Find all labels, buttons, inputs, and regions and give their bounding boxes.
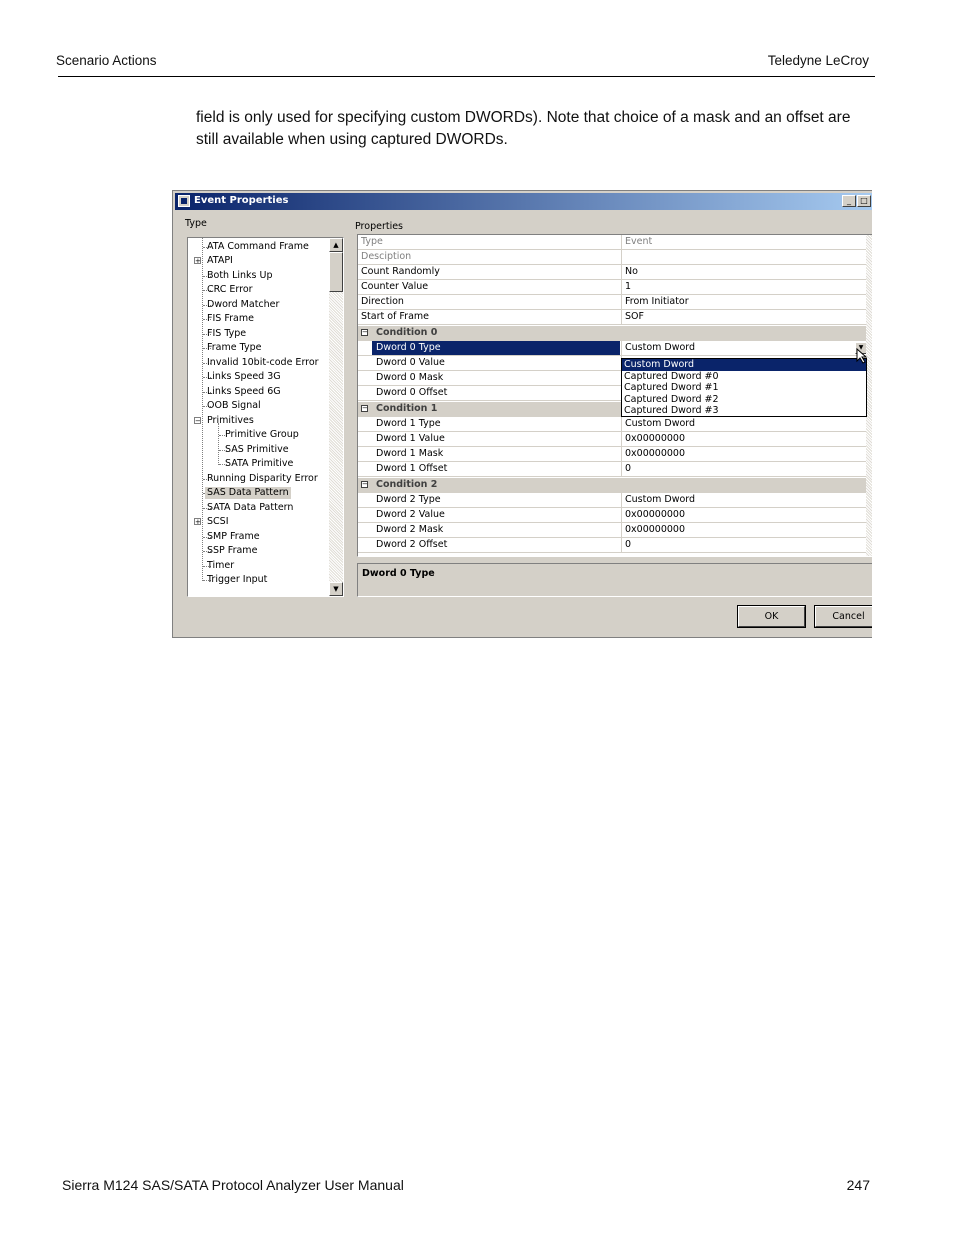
dropdown-option-captured-dword-0[interactable]: Captured Dword #0: [624, 370, 719, 382]
dropdown-option-captured-dword-1[interactable]: Captured Dword #1: [624, 382, 719, 393]
grid-row-value[interactable]: Custom Dword: [621, 493, 865, 507]
tree-item-ata-command-frame[interactable]: ATA Command Frame: [207, 241, 309, 252]
grid-row-value[interactable]: Custom Dword: [621, 417, 865, 431]
grid-row-value[interactable]: 0x00000000: [621, 432, 865, 446]
grid-row-value[interactable]: 0: [621, 462, 865, 476]
grid-row[interactable]: [358, 447, 866, 462]
collapse-icon[interactable]: −: [362, 404, 368, 412]
footer-manual-title: Sierra M124 SAS/SATA Protocol Analyzer User Manual: [62, 1177, 404, 1193]
scroll-down-arrow-icon[interactable]: ▼: [329, 582, 343, 596]
grid-row-name: Type: [361, 236, 383, 247]
tree-item-ssp-frame[interactable]: SSP Frame: [207, 545, 258, 556]
grid-row-value[interactable]: No: [621, 265, 865, 279]
tree-item-fis-frame[interactable]: FIS Frame: [207, 313, 254, 324]
grid-row-name: Dword 1 Offset: [376, 463, 448, 474]
property-description-panel: [357, 563, 872, 597]
properties-label: Properties: [355, 221, 404, 232]
grid-row-value: Event: [621, 235, 865, 249]
grid-row[interactable]: [358, 235, 866, 250]
tree-item-dword-matcher[interactable]: Dword Matcher: [207, 299, 280, 310]
page-number: 247: [846, 1177, 870, 1193]
category-label: Condition 2: [376, 479, 438, 490]
grid-row-name: Dword 0 Offset: [376, 387, 448, 398]
dropdown-option-captured-dword-2[interactable]: Captured Dword #2: [624, 393, 719, 405]
header-section-title: Scenario Actions: [56, 53, 157, 68]
grid-category-row[interactable]: [358, 326, 866, 341]
grid-row-name: Count Randomly: [361, 266, 440, 277]
tree-item-links-speed-6g[interactable]: Links Speed 6G: [207, 386, 281, 397]
expand-icon[interactable]: +: [195, 518, 201, 526]
grid-row[interactable]: [358, 493, 866, 508]
grid-row[interactable]: [358, 508, 866, 523]
expand-icon[interactable]: +: [195, 257, 201, 265]
dropdown-option-custom-dword[interactable]: Custom Dword: [622, 359, 866, 371]
grid-row-value[interactable]: 0x00000000: [621, 508, 865, 522]
grid-row-name: Dword 2 Mask: [376, 524, 444, 535]
collapse-icon[interactable]: −: [195, 417, 201, 425]
header-rule: [58, 76, 875, 77]
grid-row[interactable]: [358, 280, 866, 295]
tree-item-atapi[interactable]: ATAPI: [207, 255, 233, 266]
tree-item-crc-error[interactable]: CRC Error: [207, 284, 253, 295]
grid-row-name: Dword 2 Value: [376, 509, 445, 520]
tree-item-timer[interactable]: Timer: [207, 560, 235, 571]
body-paragraph: field is only used for specifying custom DWORDs). Note that choice of a mask and an offset are still available when using captured DWORDs.: [196, 109, 851, 148]
grid-row-name: Start of Frame: [361, 311, 430, 322]
grid-row[interactable]: [358, 250, 866, 265]
grid-category-row[interactable]: [358, 478, 866, 493]
grid-row-name: Dword 0 Mask: [376, 372, 444, 383]
grid-row-name: Dword 2 Type: [376, 494, 441, 505]
category-label: Condition 0: [376, 327, 438, 338]
grid-row[interactable]: [358, 538, 866, 553]
grid-row-value[interactable]: Custom Dword: [621, 341, 865, 355]
dword-type-dropdown-list[interactable]: [621, 358, 867, 417]
tree-item-sas-data-pattern[interactable]: SAS Data Pattern: [207, 487, 289, 498]
tree-item-smp-frame[interactable]: SMP Frame: [207, 531, 260, 542]
grid-row-selected[interactable]: [358, 341, 866, 356]
tree-scroll-thumb[interactable]: [329, 252, 343, 292]
grid-row[interactable]: [358, 295, 866, 310]
grid-row[interactable]: [358, 432, 866, 447]
minimize-button[interactable]: _: [842, 195, 856, 207]
grid-row-name: Dword 0 Value: [376, 357, 445, 368]
scroll-up-arrow-icon[interactable]: ▲: [329, 238, 343, 252]
grid-row-name: Dword 1 Type: [376, 418, 441, 429]
tree-item-oob-signal[interactable]: OOB Signal: [207, 400, 261, 411]
tree-item-frame-type[interactable]: Frame Type: [207, 342, 262, 353]
grid-row-value[interactable]: 0x00000000: [621, 447, 865, 461]
category-label: Condition 1: [376, 403, 438, 414]
type-tree[interactable]: [187, 237, 344, 597]
tree-item-links-speed-3g[interactable]: Links Speed 3G: [207, 371, 281, 382]
grid-row[interactable]: [358, 265, 866, 280]
cancel-button[interactable]: Cancel: [815, 606, 872, 627]
window-icon: [178, 195, 190, 207]
grid-row-value[interactable]: [621, 250, 865, 264]
grid-row-name: Direction: [361, 296, 404, 307]
grid-row-value[interactable]: 0x00000000: [621, 523, 865, 537]
dialog-title: Event Properties: [194, 195, 289, 206]
dropdown-arrow-icon[interactable]: ▼: [855, 342, 867, 354]
grid-row-value[interactable]: SOF: [621, 310, 865, 324]
tree-item-both-links-up[interactable]: Both Links Up: [207, 270, 273, 281]
tree-item-sata-primitive[interactable]: SATA Primitive: [225, 458, 294, 469]
tree-item-primitive-group[interactable]: Primitive Group: [225, 429, 299, 440]
grid-row-value[interactable]: 1: [621, 280, 865, 294]
grid-row-value[interactable]: 0: [621, 538, 865, 552]
mouse-cursor-icon: [856, 348, 868, 364]
dropdown-option-captured-dword-3[interactable]: Captured Dword #3: [624, 405, 719, 416]
grid-row-name: Desciption: [361, 251, 412, 262]
grid-row-value[interactable]: From Initiator: [621, 295, 865, 309]
tree-item-fis-type[interactable]: FIS Type: [207, 328, 247, 339]
dialog-titlebar[interactable]: [175, 193, 872, 210]
grid-row[interactable]: [358, 523, 866, 538]
tree-item-scsi[interactable]: SCSI: [207, 516, 229, 527]
grid-row-name: Counter Value: [361, 281, 429, 292]
collapse-icon[interactable]: −: [362, 328, 368, 336]
grid-row[interactable]: [358, 417, 866, 432]
tree-item-primitives[interactable]: Primitives: [207, 415, 254, 426]
tree-item-running-disparity-error[interactable]: Running Disparity Error: [207, 473, 318, 484]
tree-scrollbar[interactable]: [329, 238, 343, 596]
grid-row[interactable]: [358, 462, 866, 477]
event-properties-dialog: [172, 190, 872, 638]
grid-row-name: Dword 0 Type: [372, 341, 620, 355]
header-company: Teledyne LeCroy: [767, 53, 869, 68]
grid-row-name: Dword 1 Mask: [376, 448, 444, 459]
ok-button[interactable]: OK: [738, 606, 805, 627]
tree-item-trigger-input[interactable]: Trigger Input: [207, 574, 268, 585]
collapse-icon[interactable]: −: [362, 480, 368, 488]
grid-row[interactable]: [358, 310, 866, 325]
grid-row-name: Dword 2 Offset: [376, 539, 448, 550]
maximize-button[interactable]: □: [857, 195, 871, 207]
property-description: Dword 0 Type: [362, 568, 435, 579]
grid-row-name: Dword 1 Value: [376, 433, 445, 444]
tree-item-sas-primitive[interactable]: SAS Primitive: [225, 444, 289, 455]
tree-item-invalid-10bit-code-error[interactable]: Invalid 10bit-code Error: [207, 357, 319, 368]
type-label: Type: [185, 218, 207, 229]
tree-item-sata-data-pattern[interactable]: SATA Data Pattern: [207, 502, 294, 513]
